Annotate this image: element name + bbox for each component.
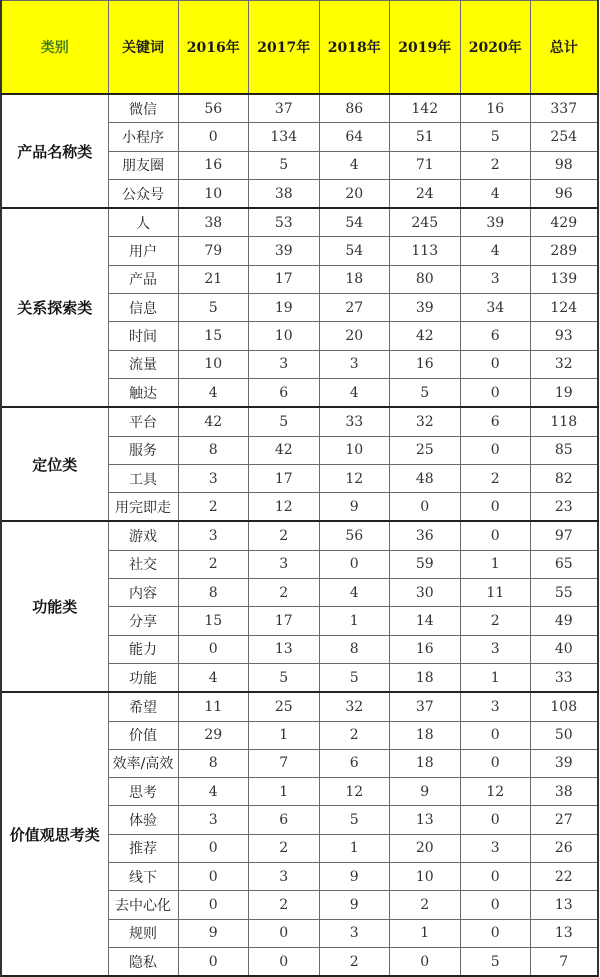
year-count-cell: 0 xyxy=(460,721,531,749)
table-header xyxy=(1,1,598,95)
table-row xyxy=(1,692,598,721)
keyword-cell: 价值 xyxy=(108,721,178,749)
year-count-cell: 2 xyxy=(460,607,531,635)
year-count-cell: 29 xyxy=(178,721,249,749)
total-cell: 289 xyxy=(531,237,598,265)
total-cell: 118 xyxy=(531,407,598,436)
year-count-cell: 13 xyxy=(249,635,320,663)
year-count-cell: 38 xyxy=(249,179,320,208)
year-count-cell: 0 xyxy=(249,919,320,947)
year-count-cell: 5 xyxy=(249,407,320,436)
year-count-cell: 2 xyxy=(249,834,320,862)
total-cell: 40 xyxy=(531,635,598,663)
year-count-cell: 37 xyxy=(390,692,461,721)
year-count-cell: 9 xyxy=(319,863,390,891)
total-cell: 23 xyxy=(531,493,598,522)
total-cell: 93 xyxy=(531,322,598,350)
year-count-cell: 3 xyxy=(249,863,320,891)
keyword-cell: 产品 xyxy=(108,265,178,293)
year-count-cell: 25 xyxy=(390,436,461,464)
year-count-cell: 0 xyxy=(178,123,249,151)
year-count-cell: 8 xyxy=(178,749,249,777)
year-count-cell: 18 xyxy=(319,265,390,293)
total-cell: 13 xyxy=(531,919,598,947)
year-count-cell: 18 xyxy=(390,663,461,692)
year-count-cell: 54 xyxy=(319,208,390,237)
total-cell: 82 xyxy=(531,464,598,492)
year-count-cell: 0 xyxy=(460,806,531,834)
year-count-cell: 18 xyxy=(390,749,461,777)
keyword-cell: 游戏 xyxy=(108,521,178,550)
year-count-cell: 33 xyxy=(319,407,390,436)
header-category: 类别 xyxy=(1,1,108,95)
table-row xyxy=(1,407,598,436)
header-2017: 2017年 xyxy=(249,1,320,95)
category-group xyxy=(1,692,598,976)
year-count-cell: 12 xyxy=(249,493,320,522)
total-cell: 39 xyxy=(531,749,598,777)
year-count-cell: 59 xyxy=(390,550,461,578)
year-count-cell: 20 xyxy=(390,834,461,862)
year-count-cell: 1 xyxy=(319,607,390,635)
keyword-cell: 信息 xyxy=(108,294,178,322)
year-count-cell: 0 xyxy=(178,947,249,976)
year-count-cell: 17 xyxy=(249,265,320,293)
year-count-cell: 42 xyxy=(178,407,249,436)
total-cell: 108 xyxy=(531,692,598,721)
year-count-cell: 42 xyxy=(249,436,320,464)
year-count-cell: 37 xyxy=(249,94,320,123)
year-count-cell: 0 xyxy=(460,863,531,891)
category-group xyxy=(1,94,598,208)
year-count-cell: 5 xyxy=(460,947,531,976)
keyword-cell: 思考 xyxy=(108,778,178,806)
year-count-cell: 1 xyxy=(249,778,320,806)
category-cell: 定位类 xyxy=(1,407,108,521)
header-row xyxy=(1,1,598,95)
keyword-cell: 时间 xyxy=(108,322,178,350)
table-row xyxy=(1,521,598,550)
keyword-cell: 朋友圈 xyxy=(108,151,178,179)
total-cell: 65 xyxy=(531,550,598,578)
table-row xyxy=(1,208,598,237)
year-count-cell: 32 xyxy=(390,407,461,436)
year-count-cell: 6 xyxy=(460,322,531,350)
year-count-cell: 4 xyxy=(460,237,531,265)
year-count-cell: 21 xyxy=(178,265,249,293)
year-count-cell: 4 xyxy=(178,378,249,407)
year-count-cell: 56 xyxy=(178,94,249,123)
year-count-cell: 4 xyxy=(178,778,249,806)
year-count-cell: 6 xyxy=(249,806,320,834)
keyword-cell: 规则 xyxy=(108,919,178,947)
year-count-cell: 2 xyxy=(460,151,531,179)
keyword-cell: 平台 xyxy=(108,407,178,436)
year-count-cell: 2 xyxy=(249,891,320,919)
keyword-cell: 内容 xyxy=(108,579,178,607)
total-cell: 33 xyxy=(531,663,598,692)
year-count-cell: 0 xyxy=(178,891,249,919)
year-count-cell: 80 xyxy=(390,265,461,293)
keyword-cell: 体验 xyxy=(108,806,178,834)
year-count-cell: 3 xyxy=(249,550,320,578)
year-count-cell: 32 xyxy=(319,692,390,721)
year-count-cell: 16 xyxy=(178,151,249,179)
keyword-cell: 隐私 xyxy=(108,947,178,976)
total-cell: 38 xyxy=(531,778,598,806)
year-count-cell: 245 xyxy=(390,208,461,237)
year-count-cell: 3 xyxy=(178,464,249,492)
total-cell: 97 xyxy=(531,521,598,550)
year-count-cell: 48 xyxy=(390,464,461,492)
year-count-cell: 9 xyxy=(390,778,461,806)
year-count-cell: 39 xyxy=(249,237,320,265)
year-count-cell: 0 xyxy=(178,863,249,891)
year-count-cell: 9 xyxy=(178,919,249,947)
year-count-cell: 11 xyxy=(460,579,531,607)
year-count-cell: 3 xyxy=(249,350,320,378)
year-count-cell: 15 xyxy=(178,322,249,350)
year-count-cell: 0 xyxy=(460,493,531,522)
total-cell: 429 xyxy=(531,208,598,237)
year-count-cell: 3 xyxy=(460,265,531,293)
category-cell: 价值观思考类 xyxy=(1,692,108,976)
keyword-cell: 希望 xyxy=(108,692,178,721)
category-cell: 产品名称类 xyxy=(1,94,108,208)
year-count-cell: 13 xyxy=(390,806,461,834)
year-count-cell: 51 xyxy=(390,123,461,151)
year-count-cell: 9 xyxy=(319,493,390,522)
year-count-cell: 0 xyxy=(178,635,249,663)
year-count-cell: 12 xyxy=(319,464,390,492)
year-count-cell: 17 xyxy=(249,464,320,492)
year-count-cell: 24 xyxy=(390,179,461,208)
year-count-cell: 6 xyxy=(249,378,320,407)
year-count-cell: 11 xyxy=(178,692,249,721)
year-count-cell: 0 xyxy=(390,493,461,522)
total-cell: 22 xyxy=(531,863,598,891)
year-count-cell: 18 xyxy=(390,721,461,749)
total-cell: 32 xyxy=(531,350,598,378)
year-count-cell: 14 xyxy=(390,607,461,635)
year-count-cell: 39 xyxy=(390,294,461,322)
year-count-cell: 0 xyxy=(460,919,531,947)
year-count-cell: 56 xyxy=(319,521,390,550)
year-count-cell: 54 xyxy=(319,237,390,265)
year-count-cell: 10 xyxy=(249,322,320,350)
year-count-cell: 0 xyxy=(249,947,320,976)
keyword-cell: 小程序 xyxy=(108,123,178,151)
year-count-cell: 4 xyxy=(460,179,531,208)
year-count-cell: 20 xyxy=(319,179,390,208)
year-count-cell: 1 xyxy=(249,721,320,749)
total-cell: 96 xyxy=(531,179,598,208)
year-count-cell: 4 xyxy=(319,579,390,607)
total-cell: 98 xyxy=(531,151,598,179)
total-cell: 139 xyxy=(531,265,598,293)
year-count-cell: 4 xyxy=(319,151,390,179)
year-count-cell: 0 xyxy=(460,749,531,777)
year-count-cell: 0 xyxy=(460,350,531,378)
keyword-cell: 效率/高效 xyxy=(108,749,178,777)
year-count-cell: 4 xyxy=(319,378,390,407)
category-group xyxy=(1,521,598,692)
year-count-cell: 5 xyxy=(390,378,461,407)
total-cell: 337 xyxy=(531,94,598,123)
keyword-cell: 分享 xyxy=(108,607,178,635)
year-count-cell: 38 xyxy=(178,208,249,237)
year-count-cell: 4 xyxy=(178,663,249,692)
year-count-cell: 113 xyxy=(390,237,461,265)
year-count-cell: 7 xyxy=(249,749,320,777)
year-count-cell: 2 xyxy=(319,721,390,749)
year-count-cell: 10 xyxy=(178,350,249,378)
year-count-cell: 12 xyxy=(460,778,531,806)
year-count-cell: 10 xyxy=(178,179,249,208)
year-count-cell: 39 xyxy=(460,208,531,237)
year-count-cell: 25 xyxy=(249,692,320,721)
year-count-cell: 2 xyxy=(319,947,390,976)
total-cell: 26 xyxy=(531,834,598,862)
year-count-cell: 20 xyxy=(319,322,390,350)
year-count-cell: 36 xyxy=(390,521,461,550)
year-count-cell: 134 xyxy=(249,123,320,151)
year-count-cell: 2 xyxy=(390,891,461,919)
year-count-cell: 9 xyxy=(319,891,390,919)
year-count-cell: 2 xyxy=(249,521,320,550)
keyword-cell: 线下 xyxy=(108,863,178,891)
year-count-cell: 8 xyxy=(178,579,249,607)
year-count-cell: 3 xyxy=(460,834,531,862)
year-count-cell: 5 xyxy=(319,806,390,834)
total-cell: 124 xyxy=(531,294,598,322)
year-count-cell: 15 xyxy=(178,607,249,635)
category-group xyxy=(1,208,598,407)
keyword-cell: 公众号 xyxy=(108,179,178,208)
year-count-cell: 12 xyxy=(319,778,390,806)
header-2019: 2019年 xyxy=(390,1,461,95)
year-count-cell: 10 xyxy=(319,436,390,464)
keyword-cell: 工具 xyxy=(108,464,178,492)
year-count-cell: 16 xyxy=(390,635,461,663)
keyword-cell: 触达 xyxy=(108,378,178,407)
year-count-cell: 3 xyxy=(460,635,531,663)
year-count-cell: 2 xyxy=(178,550,249,578)
year-count-cell: 64 xyxy=(319,123,390,151)
year-count-cell: 2 xyxy=(249,579,320,607)
year-count-cell: 0 xyxy=(460,378,531,407)
year-count-cell: 53 xyxy=(249,208,320,237)
header-2016: 2016年 xyxy=(178,1,249,95)
category-cell: 关系探索类 xyxy=(1,208,108,407)
keyword-cell: 流量 xyxy=(108,350,178,378)
year-count-cell: 2 xyxy=(178,493,249,522)
year-count-cell: 19 xyxy=(249,294,320,322)
year-count-cell: 0 xyxy=(460,521,531,550)
year-count-cell: 16 xyxy=(390,350,461,378)
keyword-cell: 微信 xyxy=(108,94,178,123)
year-count-cell: 8 xyxy=(178,436,249,464)
year-count-cell: 2 xyxy=(460,464,531,492)
year-count-cell: 5 xyxy=(249,151,320,179)
total-cell: 55 xyxy=(531,579,598,607)
header-2018: 2018年 xyxy=(319,1,390,95)
year-count-cell: 6 xyxy=(319,749,390,777)
keyword-cell: 用完即走 xyxy=(108,493,178,522)
year-count-cell: 1 xyxy=(460,663,531,692)
category-group xyxy=(1,407,598,521)
year-count-cell: 30 xyxy=(390,579,461,607)
total-cell: 50 xyxy=(531,721,598,749)
year-count-cell: 142 xyxy=(390,94,461,123)
keyword-cell: 功能 xyxy=(108,663,178,692)
year-count-cell: 0 xyxy=(460,891,531,919)
year-count-cell: 42 xyxy=(390,322,461,350)
year-count-cell: 1 xyxy=(390,919,461,947)
year-count-cell: 0 xyxy=(460,436,531,464)
total-cell: 7 xyxy=(531,947,598,976)
year-count-cell: 5 xyxy=(460,123,531,151)
year-count-cell: 5 xyxy=(319,663,390,692)
total-cell: 27 xyxy=(531,806,598,834)
header-total: 总计 xyxy=(531,1,598,95)
keyword-cell: 去中心化 xyxy=(108,891,178,919)
year-count-cell: 5 xyxy=(178,294,249,322)
category-cell: 功能类 xyxy=(1,521,108,692)
year-count-cell: 3 xyxy=(319,350,390,378)
table-row xyxy=(1,94,598,123)
total-cell: 19 xyxy=(531,378,598,407)
year-count-cell: 1 xyxy=(319,834,390,862)
year-count-cell: 86 xyxy=(319,94,390,123)
year-count-cell: 8 xyxy=(319,635,390,663)
total-cell: 49 xyxy=(531,607,598,635)
keyword-cell: 社交 xyxy=(108,550,178,578)
header-2020: 2020年 xyxy=(460,1,531,95)
year-count-cell: 0 xyxy=(319,550,390,578)
year-count-cell: 71 xyxy=(390,151,461,179)
year-count-cell: 3 xyxy=(178,806,249,834)
total-cell: 13 xyxy=(531,891,598,919)
total-cell: 85 xyxy=(531,436,598,464)
keyword-cell: 推荐 xyxy=(108,834,178,862)
total-cell: 254 xyxy=(531,123,598,151)
year-count-cell: 34 xyxy=(460,294,531,322)
year-count-cell: 0 xyxy=(390,947,461,976)
year-count-cell: 5 xyxy=(249,663,320,692)
year-count-cell: 16 xyxy=(460,94,531,123)
year-count-cell: 3 xyxy=(178,521,249,550)
keyword-cell: 服务 xyxy=(108,436,178,464)
year-count-cell: 3 xyxy=(319,919,390,947)
keyword-cell: 人 xyxy=(108,208,178,237)
keyword-cell: 能力 xyxy=(108,635,178,663)
header-keyword: 关键词 xyxy=(108,1,178,95)
year-count-cell: 3 xyxy=(460,692,531,721)
year-count-cell: 10 xyxy=(390,863,461,891)
year-count-cell: 1 xyxy=(460,550,531,578)
year-count-cell: 27 xyxy=(319,294,390,322)
year-count-cell: 0 xyxy=(178,834,249,862)
year-count-cell: 6 xyxy=(460,407,531,436)
year-count-cell: 17 xyxy=(249,607,320,635)
keyword-cell: 用户 xyxy=(108,237,178,265)
year-count-cell: 79 xyxy=(178,237,249,265)
